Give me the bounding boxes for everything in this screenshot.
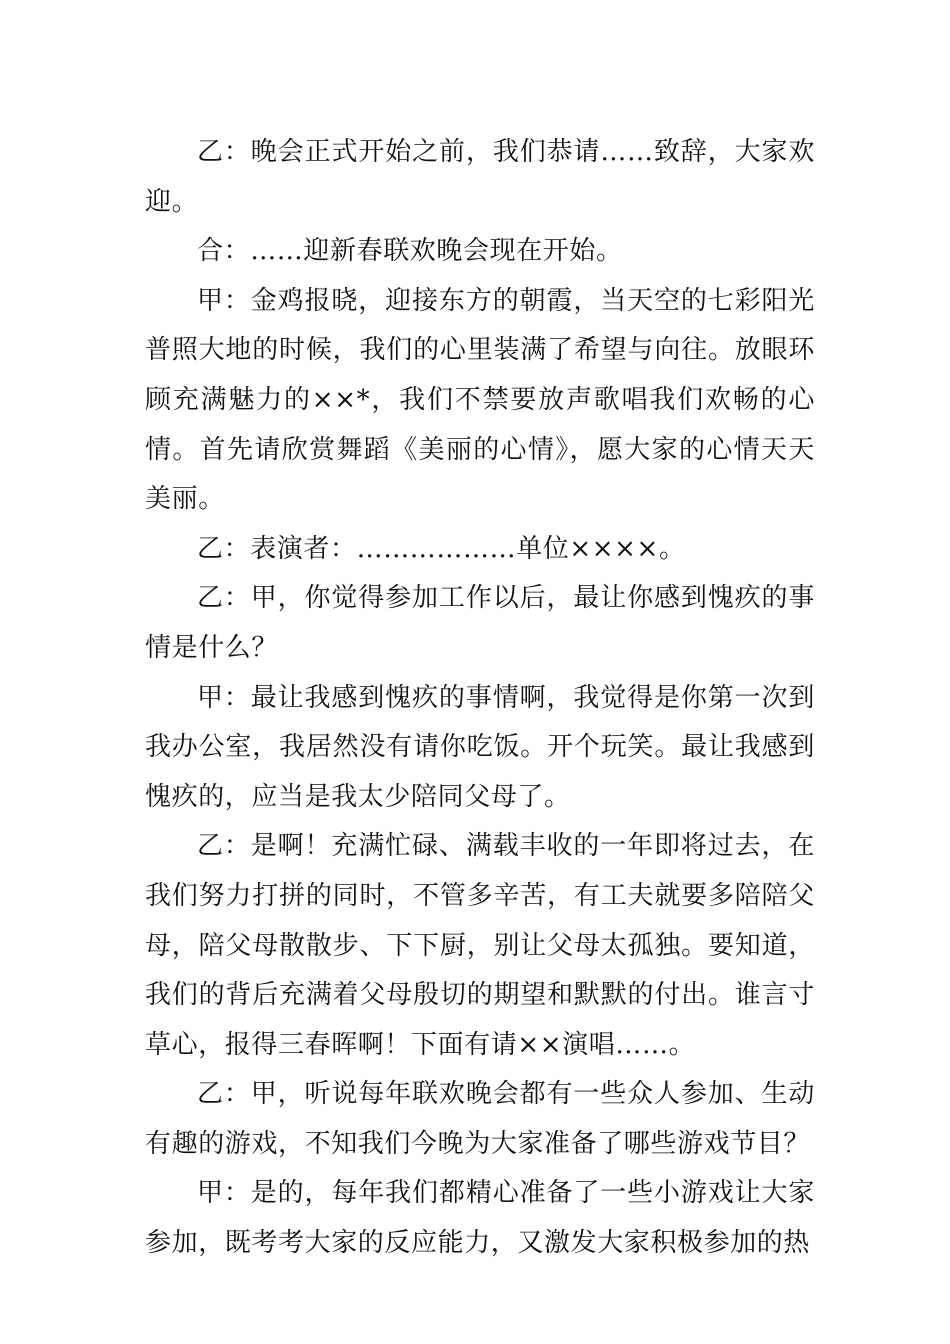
paragraph-1: 乙：晚会正式开始之前，我们恭请……致辞，大家欢迎。: [145, 137, 815, 217]
paragraph-2: 合：……迎新春联欢晚会现在开始。: [197, 236, 623, 267]
paragraph-5: 乙：甲，你觉得参加工作以后，最让你感到愧疚的事情是什么？: [145, 583, 815, 663]
paragraph-8: 乙：甲，听说每年联欢晚会都有一些众人参加、生动有趣的游戏，不知我们今晚为大家准备了哪些游戏节目？: [145, 1079, 815, 1159]
paragraph-3: 甲：金鸡报晓，迎接东方的朝霞，当天空的七彩阳光普照大地的时候，我们的心里装满了希望与向往。放眼环顾充满魅力的××*，我们不禁要放声歌唱我们欢畅的心情。首先请欣赏舞蹈《美丽的心情》，愿大家的心情天天美丽。: [145, 285, 815, 515]
paragraph-6: 甲：最让我感到愧疚的事情啊，我觉得是你第一次到我办公室，我居然没有请你吃饭。开个玩笑。最让我感到愧疚的，应当是我太少陪同父母了。: [145, 682, 815, 812]
paragraph-4: 乙：表演者：………………单位××××。: [197, 533, 686, 564]
document-body: [145, 128, 815, 1269]
paragraph-7: 乙：是啊！充满忙碌、满载丰收的一年即将过去，在我们努力打拼的同时，不管多辛苦，有工夫就要多陪陪父母，陪父母散散步、下下厨，别让父母太孤独。要知道，我们的背后充满着父母殷切的期望和默默的付出。谁言寸草心，报得三春晖啊！下面有请××演唱……。: [145, 831, 815, 1060]
paragraph-9: 甲：是的，每年我们都精心准备了一些小游戏让大家参加，既考考大家的反应能力，又激发大家积极参加的热: [145, 1178, 815, 1259]
